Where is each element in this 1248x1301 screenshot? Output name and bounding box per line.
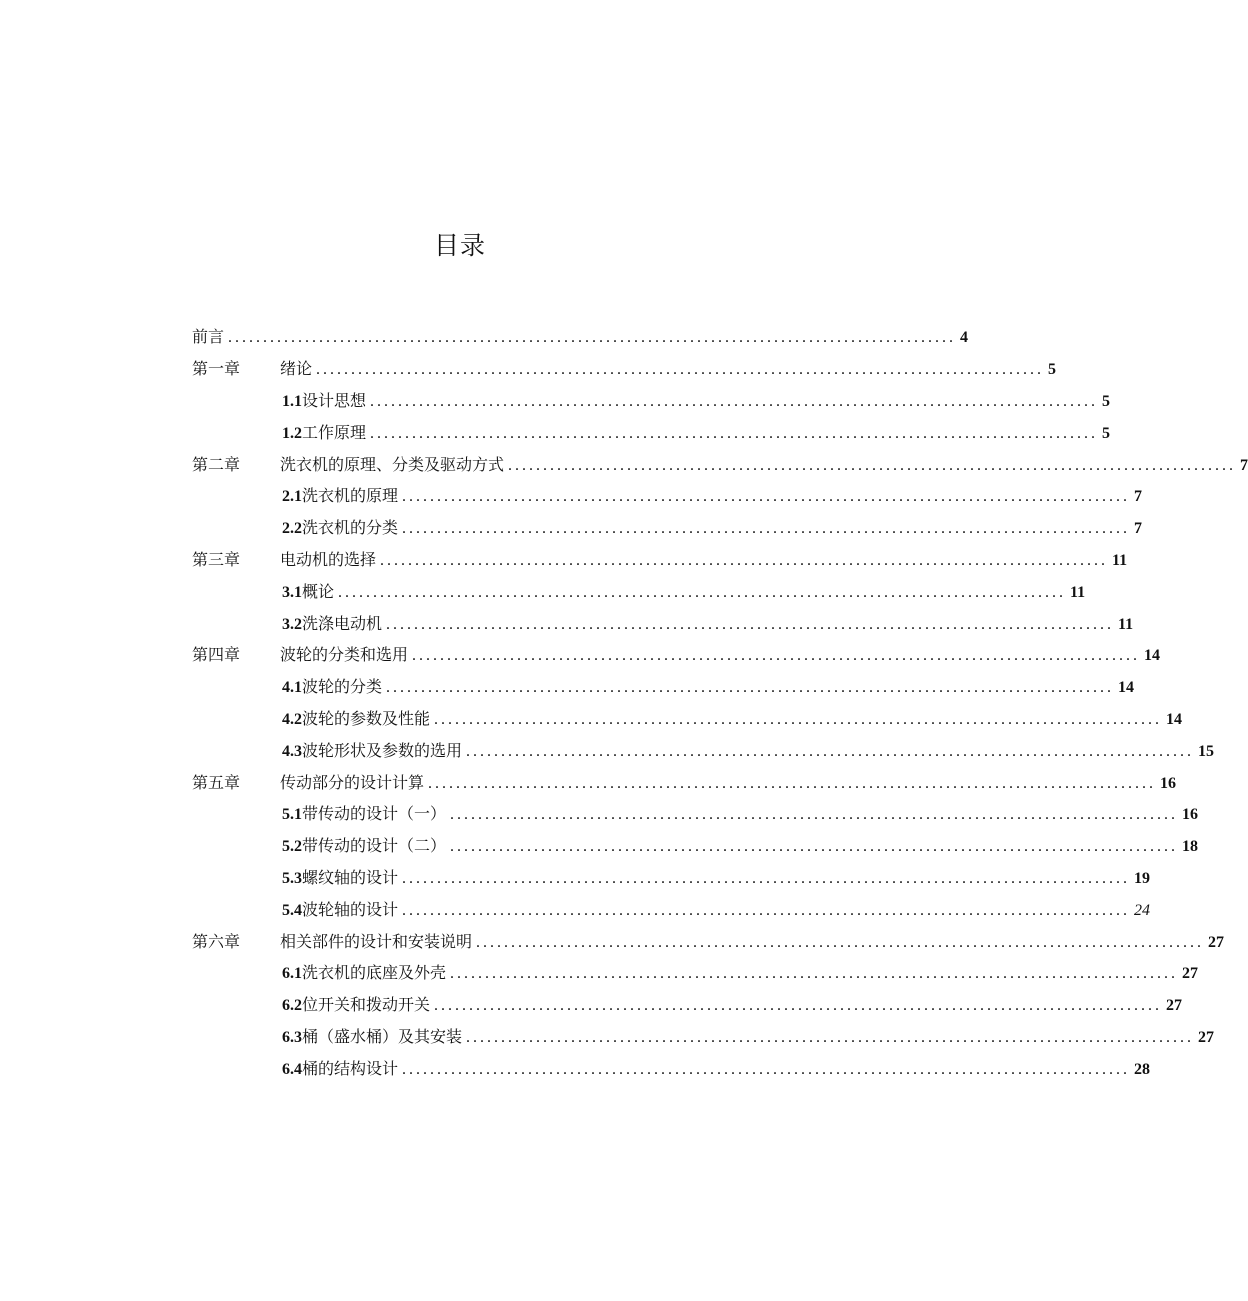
leader-dots: ........................................................................................................ bbox=[402, 1060, 1131, 1078]
entry-title: 洗衣机的原理、分类及驱动方式 bbox=[280, 454, 505, 474]
toc-entry[interactable] bbox=[192, 574, 1086, 606]
page-number: 14 bbox=[1144, 647, 1161, 665]
chapter-label: 第三章 bbox=[192, 549, 241, 569]
page-number: 27 bbox=[1166, 997, 1183, 1015]
chapter-label: 第四章 bbox=[192, 645, 241, 665]
section-number: 5.3 bbox=[282, 869, 302, 887]
toc-entry[interactable] bbox=[192, 320, 969, 352]
entry-title: 波轮形状及参数的选用 bbox=[302, 740, 463, 760]
section-number: 2.1 bbox=[282, 488, 302, 506]
section-number: 5.1 bbox=[282, 806, 302, 824]
toc-entry[interactable] bbox=[192, 797, 1199, 829]
page-number: 7 bbox=[1134, 520, 1143, 538]
entry-title: 波轮轴的设计 bbox=[302, 899, 399, 919]
toc-entry[interactable] bbox=[192, 384, 1111, 416]
toc-entry[interactable] bbox=[192, 352, 1057, 384]
toc-entry[interactable] bbox=[192, 1020, 1215, 1052]
toc-entry[interactable] bbox=[192, 829, 1199, 861]
section-number: 4.1 bbox=[282, 679, 302, 697]
page-number: 14 bbox=[1118, 679, 1135, 697]
leader-dots: ........................................................................................................ bbox=[228, 329, 957, 347]
page-number: 16 bbox=[1160, 774, 1177, 792]
page-title: 目录 bbox=[433, 231, 486, 260]
leader-dots: ........................................................................................................ bbox=[508, 456, 1237, 474]
leader-dots: ........................................................................................................ bbox=[370, 392, 1099, 410]
page-number: 27 bbox=[1198, 1028, 1215, 1046]
leader-dots: ........................................................................................................ bbox=[450, 838, 1179, 856]
chapter-label: 第一章 bbox=[192, 359, 241, 379]
toc-entry[interactable] bbox=[192, 956, 1199, 988]
page-number: 15 bbox=[1198, 742, 1215, 760]
page-number: 28 bbox=[1134, 1060, 1151, 1078]
entry-title: 波轮的参数及性能 bbox=[302, 708, 431, 728]
toc-entry[interactable] bbox=[192, 638, 1161, 670]
page-number: 7 bbox=[1134, 488, 1143, 506]
page-number: 5 bbox=[1048, 361, 1057, 379]
page-number: 19 bbox=[1134, 869, 1151, 887]
leader-dots: ........................................................................................................ bbox=[476, 933, 1205, 951]
leader-dots: ........................................................................................................ bbox=[412, 647, 1141, 665]
toc-entry[interactable] bbox=[192, 733, 1215, 765]
entry-title: 洗衣机的底座及外壳 bbox=[302, 963, 447, 983]
section-number: 3.2 bbox=[282, 615, 302, 633]
toc-entry[interactable] bbox=[192, 924, 1225, 956]
chapter-label: 第二章 bbox=[192, 454, 241, 474]
leader-dots: ........................................................................................................ bbox=[450, 806, 1179, 824]
section-number: 1.2 bbox=[282, 424, 302, 442]
leader-dots: ........................................................................................................ bbox=[450, 965, 1179, 983]
toc-entry[interactable] bbox=[192, 511, 1143, 543]
leader-dots: ........................................................................................................ bbox=[428, 774, 1157, 792]
leader-dots: ........................................................................................................ bbox=[466, 742, 1195, 760]
page-number: 11 bbox=[1118, 615, 1134, 633]
toc-entry[interactable] bbox=[192, 765, 1177, 797]
toc-entry[interactable] bbox=[192, 415, 1111, 447]
leader-dots: ........................................................................................................ bbox=[402, 488, 1131, 506]
toc-entry[interactable] bbox=[192, 447, 1248, 479]
page-number: 24 bbox=[1134, 901, 1151, 919]
page-number: 5 bbox=[1102, 392, 1111, 410]
entry-title: 洗涤电动机 bbox=[302, 613, 383, 633]
entry-title: 绪论 bbox=[280, 359, 313, 379]
entry-title: 电动机的选择 bbox=[280, 549, 377, 569]
entry-title: 工作原理 bbox=[302, 422, 367, 442]
leader-dots: ........................................................................................................ bbox=[402, 520, 1131, 538]
leader-dots: ........................................................................................................ bbox=[380, 551, 1109, 569]
page-number: 5 bbox=[1102, 424, 1111, 442]
page-number: 11 bbox=[1112, 551, 1128, 569]
entry-title: 波轮的分类 bbox=[302, 677, 383, 697]
section-number: 6.2 bbox=[282, 997, 302, 1015]
page-number: 16 bbox=[1182, 806, 1199, 824]
toc-entry[interactable] bbox=[192, 861, 1151, 893]
page-number: 18 bbox=[1182, 838, 1199, 856]
entry-title: 设计思想 bbox=[302, 390, 367, 410]
entry-title: 桶（盛水桶）及其安装 bbox=[302, 1026, 463, 1046]
section-number: 1.1 bbox=[282, 392, 302, 410]
section-number: 6.3 bbox=[282, 1028, 302, 1046]
toc-entry[interactable] bbox=[192, 606, 1134, 638]
section-number: 3.1 bbox=[282, 583, 302, 601]
section-number: 5.4 bbox=[282, 901, 302, 919]
page-number: 27 bbox=[1182, 965, 1199, 983]
leader-dots: ........................................................................................................ bbox=[338, 583, 1067, 601]
leader-dots: ........................................................................................................ bbox=[466, 1028, 1195, 1046]
leader-dots: ........................................................................................................ bbox=[402, 869, 1131, 887]
page-number: 11 bbox=[1070, 583, 1086, 601]
leader-dots: ........................................................................................................ bbox=[434, 710, 1163, 728]
entry-title: 相关部件的设计和安装说明 bbox=[280, 931, 473, 951]
entry-title: 带传动的设计（一） bbox=[302, 804, 447, 824]
section-number: 4.3 bbox=[282, 742, 302, 760]
page-number: 4 bbox=[960, 329, 969, 347]
toc-entry[interactable] bbox=[192, 892, 1151, 924]
section-number: 5.2 bbox=[282, 838, 302, 856]
entry-title: 洗衣机的分类 bbox=[302, 518, 399, 538]
leader-dots: ........................................................................................................ bbox=[386, 679, 1115, 697]
section-number: 6.1 bbox=[282, 965, 302, 983]
section-number: 6.4 bbox=[282, 1060, 302, 1078]
toc-entry[interactable] bbox=[192, 988, 1183, 1020]
entry-title: 概论 bbox=[302, 581, 335, 601]
entry-title: 位开关和拨动开关 bbox=[302, 995, 431, 1015]
toc-entry[interactable] bbox=[192, 702, 1183, 734]
leader-dots: ........................................................................................................ bbox=[370, 424, 1099, 442]
toc-entry[interactable] bbox=[192, 543, 1128, 575]
entry-title: 波轮的分类和选用 bbox=[280, 645, 409, 665]
leader-dots: ........................................................................................................ bbox=[434, 997, 1163, 1015]
chapter-label: 第六章 bbox=[192, 931, 241, 951]
section-number: 4.2 bbox=[282, 710, 302, 728]
toc-entry[interactable] bbox=[192, 479, 1143, 511]
leader-dots: ........................................................................................................ bbox=[386, 615, 1115, 633]
page-number: 7 bbox=[1240, 456, 1248, 474]
entry-title: 螺纹轴的设计 bbox=[302, 867, 399, 887]
section-number: 2.2 bbox=[282, 520, 302, 538]
table-of-contents bbox=[192, 320, 1248, 1083]
toc-entry[interactable] bbox=[192, 670, 1135, 702]
page-number: 27 bbox=[1208, 933, 1225, 951]
toc-entry[interactable] bbox=[192, 1051, 1151, 1083]
entry-title: 桶的结构设计 bbox=[302, 1058, 399, 1078]
leader-dots: ........................................................................................................ bbox=[402, 901, 1131, 919]
page-number: 14 bbox=[1166, 710, 1183, 728]
entry-title: 带传动的设计（二） bbox=[302, 836, 447, 856]
entry-title: 洗衣机的原理 bbox=[302, 486, 399, 506]
entry-title: 前言 bbox=[192, 327, 225, 347]
entry-title: 传动部分的设计计算 bbox=[280, 772, 425, 792]
chapter-label: 第五章 bbox=[192, 772, 241, 792]
leader-dots: ........................................................................................................ bbox=[316, 361, 1045, 379]
